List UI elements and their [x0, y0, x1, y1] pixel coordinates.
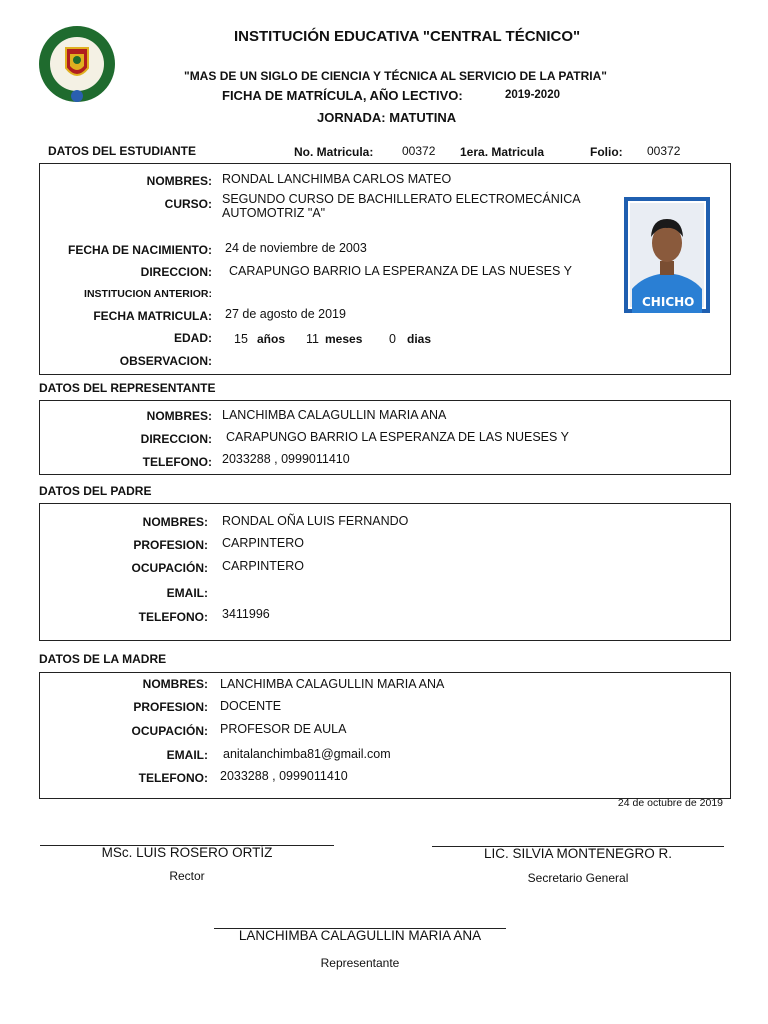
rep-address: CARAPUNGO BARRIO LA ESPERANZA DE LAS NUESES Y — [226, 430, 569, 444]
matricula-number: 00372 — [402, 144, 436, 158]
birth-date-label: FECHA DE NACIMIENTO: — [68, 243, 212, 257]
student-names-label: NOMBRES: — [146, 174, 212, 188]
rep-phone: 2033288 , 0999011410 — [222, 452, 350, 466]
motto: "MAS DE UN SIGLO DE CIENCIA Y TÉCNICA AL SERVICIO DE LA PATRIA" — [184, 69, 607, 83]
mother-names: LANCHIMBA CALAGULLIN MARIA ANA — [220, 677, 445, 691]
student-address-label: DIRECCION: — [140, 265, 212, 279]
age-days: 0 — [389, 332, 396, 346]
mother-names-label: NOMBRES: — [142, 677, 208, 691]
matricula-label: No. Matricula: — [294, 145, 374, 159]
birth-date: 24 de noviembre de 2003 — [225, 241, 367, 255]
institution-logo — [36, 24, 118, 104]
rep-names-label: NOMBRES: — [146, 409, 212, 423]
rep-address-label: DIRECCION: — [140, 432, 212, 446]
student-section-title: DATOS DEL ESTUDIANTE — [48, 144, 197, 158]
age-days-unit: dias — [407, 332, 432, 346]
father-profession: CARPINTERO — [222, 536, 304, 550]
mother-profession: DOCENTE — [220, 699, 282, 713]
mother-section-title: DATOS DE LA MADRE — [39, 652, 167, 666]
representative-section-title: DATOS DEL REPRESENTANTE — [39, 381, 216, 395]
father-occupation-label: OCUPACIÓN: — [131, 561, 208, 575]
representative-role: Representante — [320, 956, 400, 970]
age-years-unit: años — [257, 332, 286, 346]
form-title: FICHA DE MATRÍCULA, AÑO LECTIVO: — [222, 88, 463, 103]
father-names: RONDAL OÑA LUIS FERNANDO — [222, 514, 409, 528]
enroll-date-label: FECHA MATRICULA: — [93, 309, 212, 323]
student-course-line1: SEGUNDO CURSO DE BACHILLERATO ELECTROMECÁNICA — [222, 192, 581, 206]
matricula-type: 1era. Matricula — [460, 145, 545, 159]
representative-signature-name: LANCHIMBA CALAGULLIN MARIA ANA — [238, 928, 482, 943]
mother-email-label: EMAIL: — [166, 748, 208, 762]
student-course-line2: AUTOMOTRIZ "A" — [222, 206, 326, 220]
father-email-label: EMAIL: — [166, 586, 208, 600]
father-names-label: NOMBRES: — [142, 515, 208, 529]
student-address: CARAPUNGO BARRIO LA ESPERANZA DE LAS NUESES Y — [229, 264, 572, 278]
father-profession-label: PROFESION: — [133, 538, 208, 552]
student-names: RONDAL LANCHIMBA CARLOS MATEO — [222, 172, 452, 186]
mother-phone-label: TELEFONO: — [138, 771, 208, 785]
father-occupation: CARPINTERO — [222, 559, 304, 573]
secretary-name: LIC. SILVIA MONTENEGRO R. — [483, 846, 673, 861]
enroll-date: 27 de agosto de 2019 — [225, 307, 346, 321]
mother-occupation-label: OCUPACIÓN: — [131, 724, 208, 738]
father-phone-label: TELEFONO: — [138, 610, 208, 624]
rep-names: LANCHIMBA CALAGULLIN MARIA ANA — [222, 408, 447, 422]
shift: JORNADA: MATUTINA — [317, 110, 457, 125]
mother-email: anitalanchimba81@gmail.com — [223, 747, 391, 761]
previous-school-label: INSTITUCION ANTERIOR: — [84, 288, 212, 300]
father-section-title: DATOS DEL PADRE — [39, 484, 152, 498]
age-label: EDAD: — [174, 331, 212, 345]
secretary-role: Secretario General — [527, 871, 629, 885]
mother-profession-label: PROFESION: — [133, 700, 208, 714]
issue-date: 24 de octubre de 2019 — [617, 797, 723, 809]
rep-phone-label: TELEFONO: — [142, 455, 212, 469]
student-course-label: CURSO: — [164, 197, 212, 211]
photo-shirt-text: CHICHO — [642, 295, 695, 309]
student-photo — [624, 197, 710, 313]
age-years: 15 — [234, 332, 248, 346]
folio-label: Folio: — [590, 145, 623, 159]
mother-occupation: PROFESOR DE AULA — [220, 722, 347, 736]
rector-role: Rector — [169, 869, 205, 883]
institution-title: INSTITUCIÓN EDUCATIVA "CENTRAL TÉCNICO" — [234, 28, 581, 45]
father-phone: 3411996 — [222, 607, 270, 621]
school-year: 2019-2020 — [505, 89, 560, 101]
mother-phone: 2033288 , 0999011410 — [220, 769, 348, 783]
age-months: 11 — [306, 332, 319, 346]
rector-name: MSc. LUIS ROSERO ORTÍZ — [101, 845, 273, 860]
observation-label: OBSERVACION: — [119, 354, 212, 368]
folio-number: 00372 — [647, 144, 681, 158]
age-months-unit: meses — [325, 332, 363, 346]
